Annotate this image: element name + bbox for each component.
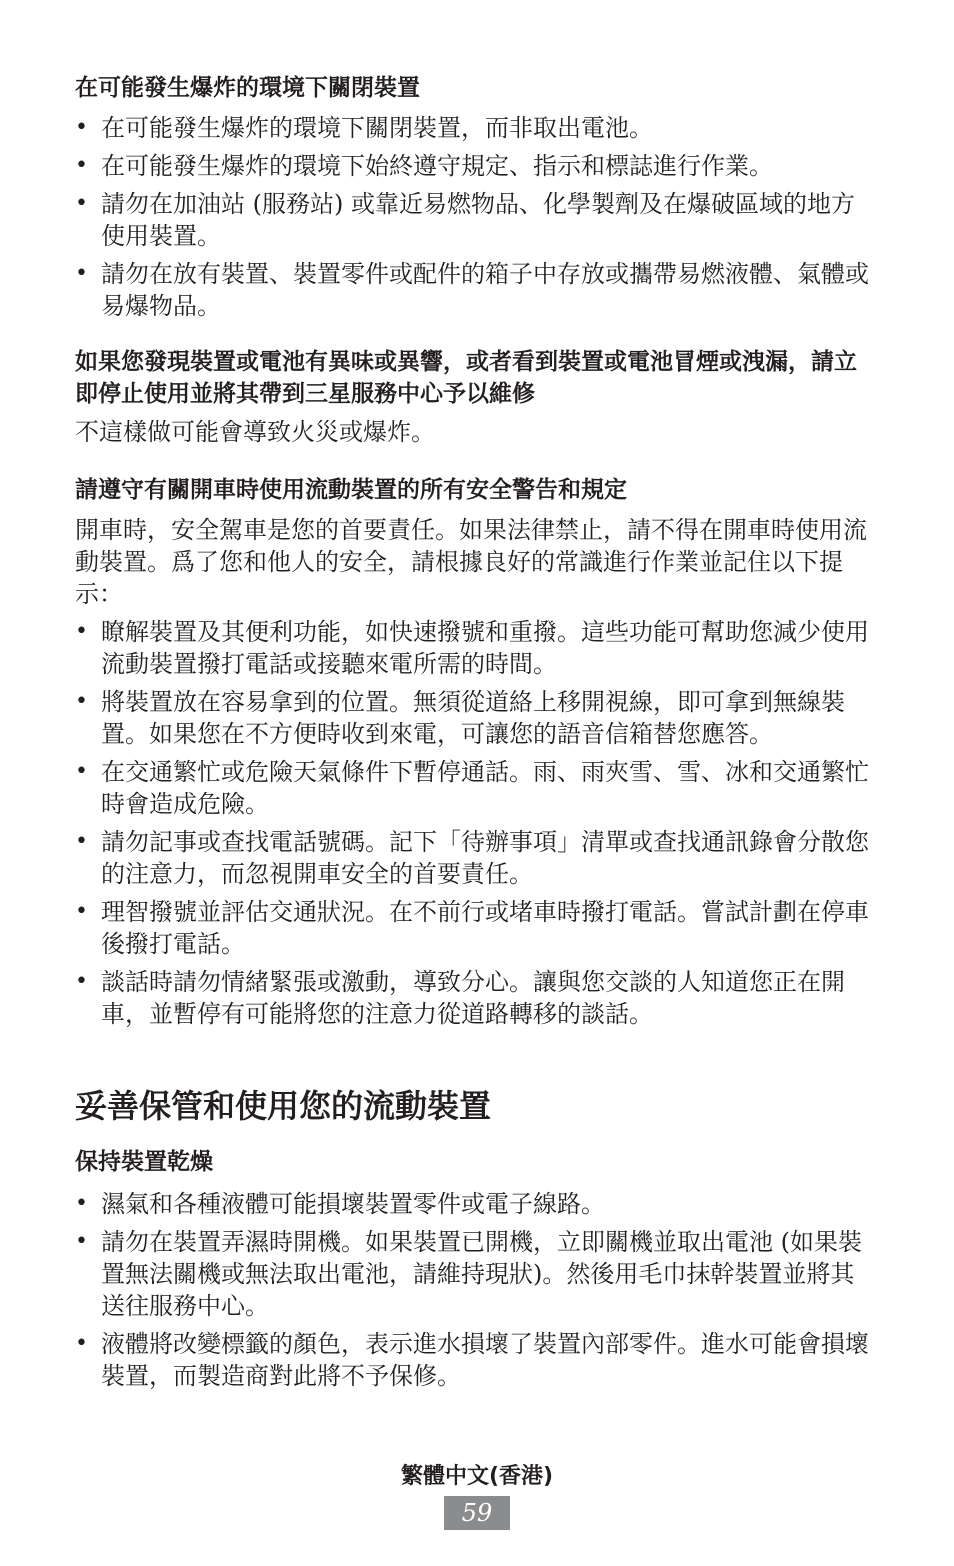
list-item: • 將裝置放在容易拿到的位置。無須從道絡上移開視線，即可拿到無線裝置。如果您在不方便時收到來電，可讓您的語音信箱替您應答。 — [75, 686, 875, 750]
document-body — [75, 70, 875, 1398]
section-heading-dry: 保持裝置乾燥 — [75, 1149, 213, 1175]
list-item: • 談話時請勿情緒緊張或激動，導致分心。讓與您交談的人知道您正在開車，並暫停有可能將您的注意力從道路轉移的談話。 — [75, 966, 875, 1030]
footer-language: 繁體中文(香港) — [400, 1464, 554, 1489]
bullet-list-explosive — [75, 112, 875, 322]
list-item: • 理智撥號並評估交通狀況。在不前行或堵車時撥打電話。嘗試計劃在停車後撥打電話。 — [75, 896, 875, 960]
section-heading-driving: 請遵守有關開車時使用流動裝置的所有安全警告和規定 — [75, 477, 627, 503]
list-item: • 瞭解裝置及其便利功能，如快速撥號和重撥。這些功能可幫助您減少使用流動裝置撥打電話或接聽來電所需的時間。 — [75, 616, 875, 680]
page-footer — [0, 1462, 954, 1530]
list-item: • 在可能發生爆炸的環境下關閉裝置，而非取出電池。 — [75, 112, 875, 144]
bullet-list-driving — [75, 616, 875, 1030]
list-item: • 液體將改變標籤的顏色，表示進水損壞了裝置內部零件。進水可能會損壞裝置，而製造商對此將不予保修。 — [75, 1328, 875, 1392]
list-item: • 請勿在放有裝置、裝置零件或配件的箱子中存放或攜帶易燃液體、氣體或易爆物品。 — [75, 258, 875, 322]
section-heading-explosive: 在可能發生爆炸的環境下關閉裝置 — [75, 75, 420, 101]
list-item: • 在可能發生爆炸的環境下始終遵守規定、指示和標誌進行作業。 — [75, 150, 875, 182]
list-item: • 請勿在裝置弄濕時開機。如果裝置已開機，立即關機並取出電池 (如果裝置無法關機或無法取出電池，請維持現狀)。然後用毛巾抹幹裝置並將其送往服務中心。 — [75, 1226, 875, 1322]
chapter-heading-care: 妥善保管和使用您的流動裝置 — [75, 1087, 492, 1125]
paragraph-battery: 不這樣做可能會導致火災或爆炸。 — [75, 418, 435, 446]
bullet-list-dry — [75, 1188, 875, 1392]
paragraph-driving: 開車時，安全駕車是您的首要責任。如果法律禁止，請不得在開車時使用流動裝置。爲了您和他人的安全，請根據良好的常識進行作業並記住以下提示： — [75, 516, 867, 608]
list-item: • 請勿在加油站 (服務站) 或靠近易燃物品、化學製劑及在爆破區域的地方使用裝置。 — [75, 188, 875, 252]
list-item: • 請勿記事或查找電話號碼。記下「待辦事項」清單或查找通訊錄會分散您的注意力，而忽視開車安全的首要責任。 — [75, 826, 875, 890]
list-item: • 在交通繁忙或危險天氣條件下暫停通話。雨、雨夾雪、雪、冰和交通繁忙時會造成危險。 — [75, 756, 875, 820]
list-item: • 濕氣和各種液體可能損壞裝置零件或電子線路。 — [75, 1188, 875, 1220]
page-number: 59 — [444, 1496, 510, 1530]
section-heading-battery: 如果您發現裝置或電池有異味或異響，或者看到裝置或電池冒煙或洩漏，請立即停止使用並將其帶到三星服務中心予以維修 — [75, 349, 857, 407]
